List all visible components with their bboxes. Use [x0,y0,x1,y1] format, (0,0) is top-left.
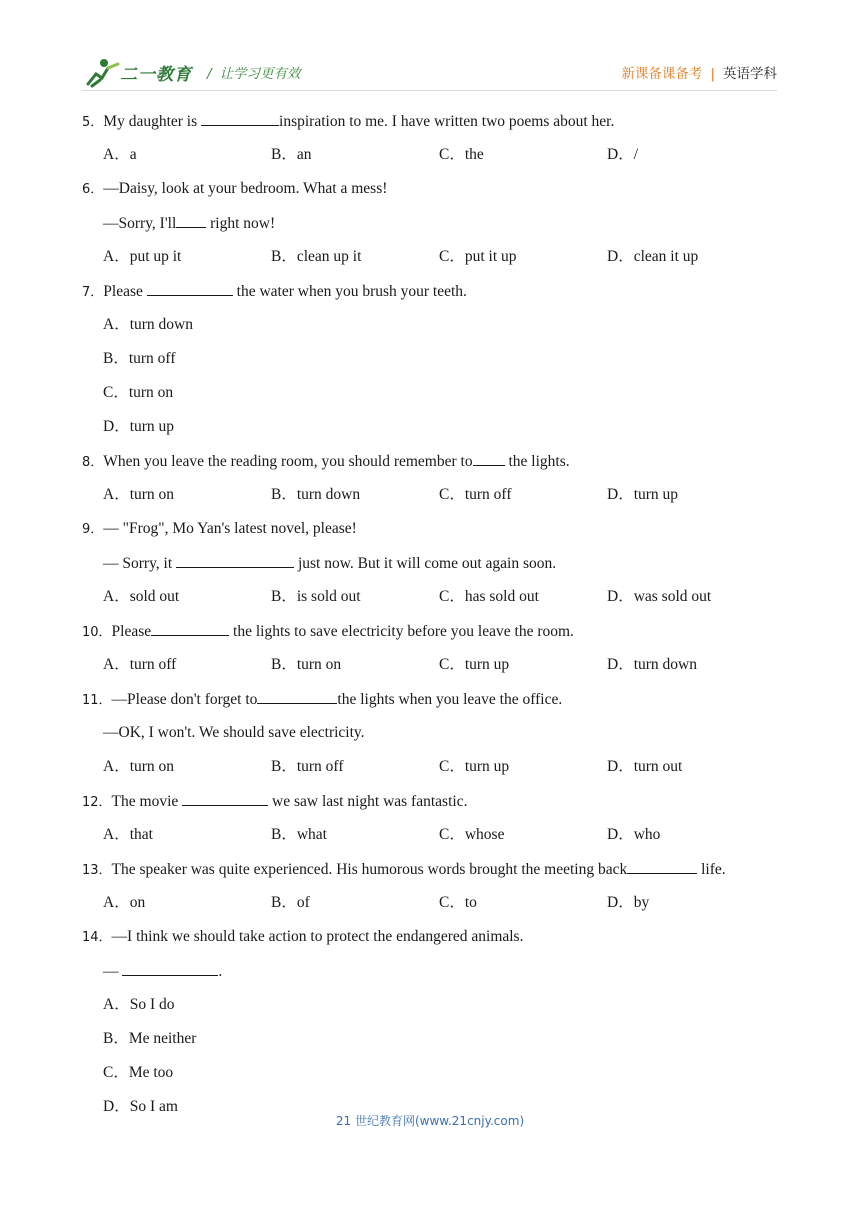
question-8 [82,447,782,481]
question-text: Please [111,623,152,640]
question-text: — Sorry, it [103,555,177,572]
options-row [82,651,782,685]
option-c[interactable]: C．turn up [439,758,510,775]
header-separator: | [710,66,715,82]
option-a[interactable]: A．turn down [103,316,193,333]
answer-blank [122,957,218,976]
option-d[interactable]: D．by [607,894,650,911]
answer-blank [176,549,294,568]
option-c[interactable]: C．turn on [103,384,174,401]
question-number: 6． [82,182,104,197]
question-number: 7． [82,285,104,300]
question-text: the lights to save electricity before you leave the room. [229,623,574,640]
question-5 [82,107,782,141]
option-b[interactable]: B．clean up it [271,248,362,265]
answer-blank [147,277,233,296]
option-b[interactable]: B．of [271,894,310,911]
header-divider [82,90,777,91]
question-list [82,107,782,1127]
option-a[interactable]: A．that [103,826,153,843]
answer-blank [182,787,268,806]
question-13 [82,855,782,889]
option-c[interactable]: C．put it up [439,248,517,265]
answer-blank [627,855,697,874]
question-text: —Please don't forget to [111,691,258,708]
question-text: My daughter is [103,113,202,130]
options-row [82,583,782,617]
option-d[interactable]: D．turn down [607,656,697,673]
logo-text: 二一教育 [120,65,192,85]
options-row [82,753,782,787]
question-text: —Sorry, I'll [103,215,177,232]
option-c[interactable]: C．Me too [103,1064,174,1081]
option-b[interactable]: B．turn down [271,486,361,503]
options-row [82,481,782,515]
question-text: The movie [111,793,183,810]
option-d[interactable]: D．who [607,826,661,843]
option-d[interactable]: D．clean it up [607,248,699,265]
answer-blank [201,107,279,126]
option-c[interactable]: C．turn off [439,486,512,503]
question-12 [82,787,782,821]
option-c[interactable]: C．whose [439,826,505,843]
option-b[interactable]: B．turn on [271,656,342,673]
question-text: the lights. [504,453,570,470]
question-text: the lights when you leave the office. [337,691,563,708]
option-a[interactable]: A．turn on [103,486,175,503]
option-a[interactable]: A．turn on [103,758,175,775]
question-number: 14． [82,930,112,945]
question-7 [82,277,782,311]
question-number: 8． [82,455,104,470]
question-9 [82,515,782,549]
question-text: right now! [206,215,276,232]
options-row [82,821,782,855]
question-text: — [103,963,123,980]
question-text: we saw last night was fantastic. [268,793,468,810]
question-6 [82,175,782,209]
options-row [82,889,782,923]
question-text: the water when you brush your teeth. [232,283,467,300]
options-row [82,243,782,277]
question-number: 12． [82,795,112,810]
slogan [207,62,301,82]
option-c[interactable]: C．has sold out [439,588,539,605]
question-text: inspiration to me. I have written two poems about her. [279,113,615,130]
question-text: life. [697,861,726,878]
option-a[interactable]: A．on [103,894,146,911]
answer-blank [473,447,505,466]
question-number: 5． [82,115,104,130]
subject-label: 英语学科 [723,66,777,82]
option-d[interactable]: D．was sold out [607,588,712,605]
option-c[interactable]: C．the [439,146,484,163]
question-9-reply [82,549,782,583]
question-text: —Daisy, look at your bedroom. What a mess! [103,180,388,197]
option-a[interactable]: A．sold out [103,588,180,605]
option-d[interactable]: D．/ [607,146,639,163]
answer-blank [151,617,229,636]
option-d[interactable]: D．turn up [103,418,175,435]
option-b[interactable]: B．an [271,146,312,163]
question-text: —I think we should take action to protect the endangered animals. [111,928,524,945]
answer-blank [257,685,337,704]
question-14 [82,923,782,957]
slogan-slash: / [207,66,212,82]
option-a[interactable]: A．So I do [103,996,175,1013]
option-b[interactable]: B．what [271,826,327,843]
question-11-reply: —OK, I won't. We should save electricity. [103,724,365,741]
question-number: 9． [82,522,104,537]
question-text: just now. But it will come out again soon. [294,555,557,572]
answer-blank [176,209,206,228]
question-text: Please [103,283,147,300]
option-b[interactable]: B．Me neither [103,1030,197,1047]
option-b[interactable]: B．is sold out [271,588,361,605]
option-a[interactable]: A．a [103,146,137,163]
page-footer: 21 世纪教育网(www.21cnjy.com) [335,1114,525,1128]
question-6-reply [82,209,782,243]
question-10 [82,617,782,651]
option-d[interactable]: D．So I am [103,1098,178,1115]
option-d[interactable]: D．turn out [607,758,683,775]
option-c[interactable]: C．to [439,894,477,911]
question-11 [82,685,782,719]
question-number: 13． [82,863,112,878]
course-label: 新课备课备考 [621,66,703,82]
slogan-text: 让学习更有效 [219,66,301,82]
option-a[interactable]: A．turn off [103,656,177,673]
question-text: When you leave the reading room, you should remember to [103,453,473,470]
question-text: — "Frog", Mo Yan's latest novel, please! [103,520,357,537]
question-text: . [218,963,223,980]
question-14-reply [82,957,782,991]
page-header [82,52,777,92]
option-d[interactable]: D．turn up [607,486,679,503]
options-row [82,141,782,175]
option-c[interactable]: C．turn up [439,656,510,673]
question-number: 10． [82,625,112,640]
option-a[interactable]: A．put up it [103,248,182,265]
header-right [621,62,777,82]
question-text: The speaker was quite experienced. His humorous words brought the meeting back [111,861,628,878]
question-number: 11． [82,693,112,708]
option-b[interactable]: B．turn off [103,350,176,367]
option-b[interactable]: B．turn off [271,758,344,775]
